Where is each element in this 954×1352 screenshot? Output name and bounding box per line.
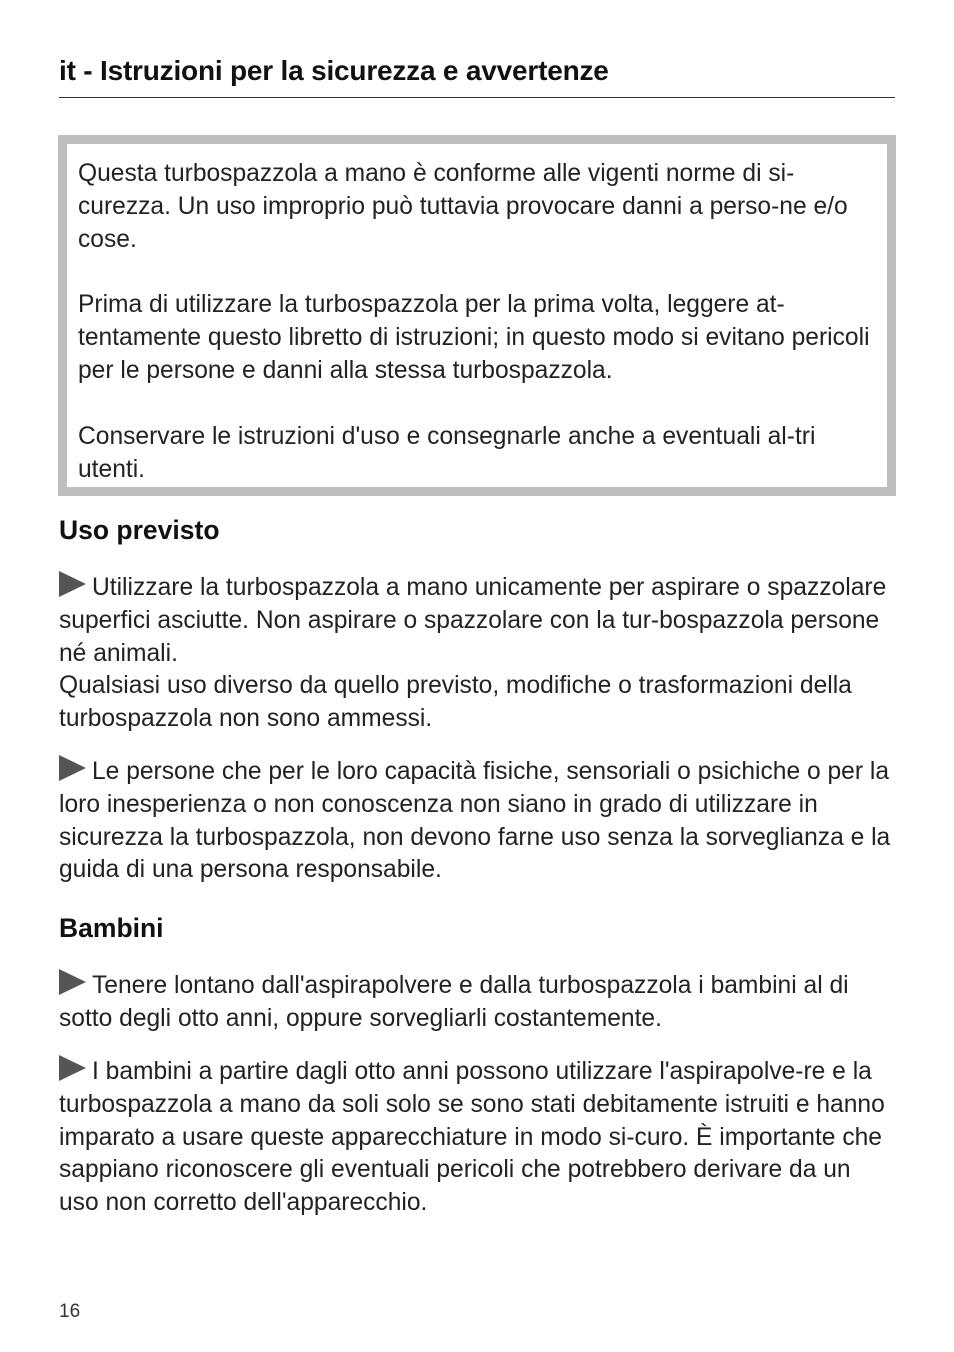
safety-item — [59, 571, 895, 736]
safety-warning-box — [58, 135, 896, 496]
warning-paragraph: Conservare le istruzioni d'uso e consegnarle anche a eventuali al-tri utenti. — [78, 422, 816, 483]
safety-item-text: I bambini a partire dagli otto anni possono utilizzare l'aspirapolve-re e la turbospazzola a mano da soli solo se sono stati debitamente istruiti e hanno imparato a usare queste apparecchiature in modo si-curo. È importante che sappiano riconoscere gli eventuali pericoli che potrebbero derivare da un uso non corretto dell'apparecchio. — [59, 1058, 885, 1217]
section-heading-uso-previsto: Uso previsto — [59, 515, 220, 545]
right-triangle-bullet-icon — [59, 755, 86, 781]
warning-paragraph: Prima di utilizzare la turbospazzola per la prima volta, leggere at-tentamente questo libretto di istruzioni; in questo modo si evitano pericoli per le persone e danni alla stessa turbospazzola. — [78, 291, 870, 384]
safety-item — [59, 1055, 895, 1220]
safety-item — [59, 755, 895, 887]
page-number: 16 — [59, 1301, 81, 1322]
right-triangle-bullet-icon — [59, 969, 86, 995]
page-title: it - Istruzioni per la sicurezza e avvertenze — [59, 52, 895, 98]
safety-item-text: Tenere lontano dall'aspirapolvere e dalla turbospazzola i bambini al di sotto degli otto anni, oppure sorvegliarli costantemente. — [59, 972, 849, 1032]
right-triangle-bullet-icon — [59, 1055, 86, 1081]
safety-item — [59, 969, 895, 1036]
safety-item-text: Le persone che per le loro capacità fisiche, sensoriali o psichiche o per la loro inesperienza o non conoscenza non siano in grado di utilizzare in sicurezza la turbospazzola, non devono farne uso senza la sorveglianza e la guida di una persona responsabile. — [59, 758, 891, 884]
section-heading-bambini: Bambini — [59, 913, 164, 943]
safety-item-text: Utilizzare la turbospazzola a mano unicamente per aspirare o spazzolare superfici asciutte. Non aspirare o spazzolare con la tur-bospazzola persone né animali. — [59, 574, 887, 667]
safety-item-text-continued: Qualsiasi uso diverso da quello previsto, modifiche o trasformazioni della turbospazzola non sono ammessi. — [59, 672, 852, 733]
right-triangle-bullet-icon — [59, 571, 86, 597]
warning-paragraph: Questa turbospazzola a mano è conforme alle vigenti norme di si-curezza. Un uso improprio può tuttavia provocare danni a perso-ne e/o cose. — [78, 160, 848, 253]
